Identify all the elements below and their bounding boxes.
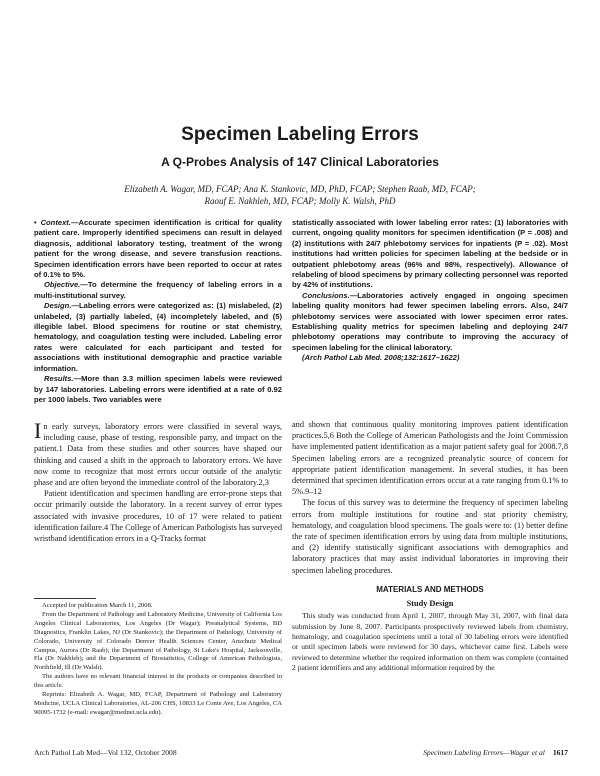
design-label: Design.	[44, 301, 72, 311]
context-label: Context.	[40, 218, 71, 227]
body-paragraph-4: The focus of this survey was to determine the frequency of specimen labeling errors from multiple institutions for routine and stat priority chemistry, hematology, and coagulation blood specimens. The goals were to: (1) better define the rate of specimen identification errors by using data from multiple institutions, and (2) identify statistically significant associations with demographics and laboratory practices that may assist individual laboratories in improving their specimen labeling procedures.	[292, 498, 568, 575]
footnote-reprints: Reprints: Elizabeth A. Wagar, MD, FCAP, Department of Pathology and Laboratory Medicine, UCLA Clinical Laboratories, AL-206 CHS, 10833 Le Conte Ave, Los Angeles, CA 90095-1732 (e-mail: ewagar@mednet.ucla.edu).	[34, 691, 282, 716]
bullet-icon: •	[34, 218, 37, 227]
authors-line-2: Raouf E. Nakhleh, MD, FCAP; Molly K. Walsh, PhD	[204, 196, 396, 206]
footer-running-title: Specimen Labeling Errors—Wagar et al	[423, 748, 545, 757]
conclusions-text: —Laboratories actively engaged in ongoing specimen labeling quality monitors had fewer specimen labeling errors. Also, 24/7 phlebotomy services were associated with lower specimen error rates. Establishing quality metrics for specimen labeling and deploying 24/7 phlebotomy operations may contribute to improving the accuracy of specimen labeling for the clinical laboratory.	[292, 290, 568, 352]
footnote-accepted: Accepted for publication March 11, 2008.	[42, 602, 153, 609]
footnotes	[34, 602, 282, 718]
design-text: —Labeling errors were categorized as: (1) mislabeled, (2) unlabeled, (3) partially labeled, (4) incompletely labeled, and (5) illegible label. Blood specimens for routine or stat chemistry, hematology, and coagulation testing were included. Labeling error rates were calculated for each participant and tested for associations with institutional demographic and practice variable information.	[34, 301, 282, 373]
abstract-results	[34, 374, 282, 405]
footnote-divider	[34, 598, 96, 599]
drop-cap: I	[34, 418, 42, 443]
abstract-context	[34, 218, 282, 280]
body-paragraph-3: and shown that continuous quality monitoring improves patient identification practices.5,6 Both the College of American Pathologists and the Joint Commission have implemented patient identification as a major patient safety goal for 2008.7,8 Specimen labeling errors are a recognized preanalytic source of concern for appropriate patient identification management. In several studies, it has been determined that specimen identification errors occur at a rate ranging from 0.1% to 5%.9–12	[292, 420, 568, 497]
footer-journal: Arch Pathol Lab Med—Vol 132, October 2008	[34, 748, 177, 757]
body-left-column	[34, 418, 282, 544]
abstract-left-column	[34, 218, 282, 405]
body-paragraph-2: Patient identification and specimen handling are error-prone steps that occur primarily outside the laboratory. In a recent survey of error types associated with invasive procedures, 10 of 17 were related to patient identification failure.4 The College of American Pathologists has surveyed wristband identification errors in a Q-Tracks format	[34, 489, 282, 544]
abstract-results-continued: statistically associated with lower labeling error rates: (1) laboratories with current, ongoing quality monitors for specimen identification (P = .008) and (2) institutions with 24/7 phlebotomy services for inpatients (P = .02). Most institutions had written policies for specimen labeling at the bedside or in outpatient phlebotomy areas (96% and 98%, respectively). Allowance of relabeling of blood specimens by primary collecting personnel was reported by 42% of institutions.	[292, 218, 568, 290]
context-text: —Accurate specimen identification is critical for quality patient care. Improperly identified specimens can result in delayed diagnosis, additional laboratory testing, treatment of the wrong patient for the wrong disease, and severe transfusion reactions. Specimen identification errors have been reported to occur at rates of 0.1% to 5%.	[34, 218, 282, 280]
abstract-conclusions	[292, 291, 568, 353]
objective-label: Objective.	[44, 280, 81, 290]
body-paragraph-1	[34, 418, 282, 488]
footnote-disclosure: The authors have no relevant financial interest in the products or companies described in this article.	[34, 673, 282, 690]
body-paragraph-1-text: n early surveys, laboratory errors were classified in several ways, including cause, phase of testing, responsible party, and impact on the patient.1 Data from these studies and other sources have shaped our thinking and caused a shift in the approach to laboratory errors. We have now come to recognize that most errors occur outside of the analytic phase and are often beyond the immediate control of the laboratory.2,3	[34, 422, 282, 488]
article-title: Specimen Labeling Errors	[181, 124, 419, 145]
abstract-right-column	[292, 218, 568, 364]
results-label: Results.	[44, 374, 74, 384]
page-number: 1617	[552, 748, 568, 757]
footnote-affiliations: From the Department of Pathology and Laboratory Medicine, University of California Los Angeles Clinical Laboratories, Los Angeles (Dr Wagar); Preanalytical Systems, BD Diagnostics, Franklin Lakes, NJ (Dr Stankovic); the Department of Pathology, University of Colorado, University of Colorado Denver Health Sciences Center, Anschutz Medical Campus, Aurora (Dr Raab); the Department of Pathology, St Luke's Hospital, Jacksonville, Fla (Dr Nakhleh); and the Department of Biostatistics, College of American Pathologists, Northfield, Ill (Dr Walsh).	[34, 610, 282, 672]
objective-text: —To determine the frequency of labeling errors in a multi-institutional survey.	[34, 280, 282, 300]
author-list	[60, 183, 540, 207]
section-heading: MATERIALS AND METHODS	[376, 584, 484, 594]
subsection-heading: Study Design	[406, 599, 454, 609]
results-text: —More than 3.3 million specimen labels were reviewed by 147 laboratories. Labeling errors were identified at a rate of 0.92 per 1000 labels. Two variables were	[34, 374, 282, 404]
abstract-design	[34, 301, 282, 374]
article-subtitle: A Q-Probes Analysis of 147 Clinical Laboratories	[161, 155, 439, 169]
body-paragraph-5: This study was conducted from April 1, 2007, through May 31, 2007, with final data submission by June 8, 2007. Participants prospectively reviewed labels from chemistry, hematology, and coagulation specimens until a total of 30 labeling errors were identified or until specimen labels were reviewed for 30 days, whichever came first. Labels were reviewed to determine whether the required information on them was complete (contained 2 patient identifiers and any additional information required by the	[292, 611, 568, 673]
conclusions-label: Conclusions.	[302, 290, 350, 300]
authors-line-1: Elizabeth A. Wagar, MD, FCAP; Ana K. Stankovic, MD, PhD, FCAP; Stephen Raab, MD, FCAP;	[124, 184, 476, 194]
abstract-citation: (Arch Pathol Lab Med. 2008;132:1617–1622)	[302, 353, 460, 363]
abstract-objective	[34, 280, 282, 301]
body-right-column	[292, 419, 568, 674]
footer-right	[423, 748, 568, 757]
